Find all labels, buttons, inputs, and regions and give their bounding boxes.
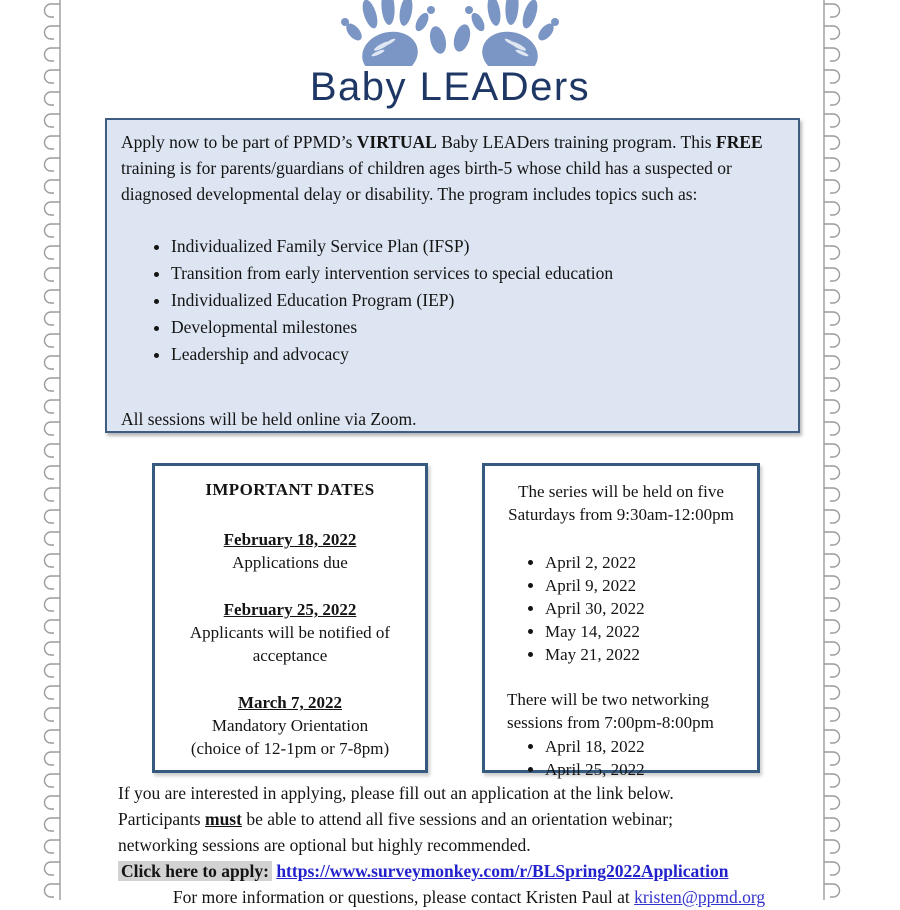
list-item: • Individualized Family Service Plan (IFSP) bbox=[171, 233, 784, 259]
list-item: • April 2, 2022 bbox=[545, 551, 757, 574]
date-entry bbox=[155, 691, 425, 760]
series-schedule-box bbox=[482, 463, 760, 779]
important-dates-title: IMPORTANT DATES bbox=[205, 480, 375, 499]
contact-email-link[interactable]: kristen@ppmd.org bbox=[634, 887, 766, 907]
date-description: Applications due bbox=[232, 553, 348, 572]
topics-list bbox=[121, 233, 784, 367]
date-entry bbox=[155, 528, 425, 574]
list-item: • Leadership and advocacy bbox=[171, 341, 784, 367]
page-title: Baby LEADers bbox=[309, 65, 591, 109]
decorative-border-right-icon bbox=[822, 0, 844, 900]
list-item: • Developmental milestones bbox=[171, 314, 784, 340]
zoom-note: All sessions will be held online via Zoom. bbox=[121, 409, 417, 429]
decorative-border-left-icon bbox=[40, 0, 62, 900]
free-emphasis: FREE bbox=[716, 132, 763, 152]
must-emphasis: must bbox=[205, 809, 242, 829]
list-item: • April 30, 2022 bbox=[545, 597, 757, 620]
contact-line: For more information or questions, please contact Kristen Paul at kristen@ppmd.org bbox=[172, 887, 766, 907]
logo bbox=[0, 0, 900, 107]
date-description: Mandatory Orientation bbox=[211, 716, 369, 735]
list-item: • May 14, 2022 bbox=[545, 620, 757, 643]
date-description: (choice of 12-1pm or 7-8pm) bbox=[190, 739, 390, 758]
important-dates-box bbox=[152, 463, 428, 773]
attendance-requirements: Participants must be able to attend all five sessions and an orientation webinar; networking sessions are optional but highly recommended. bbox=[118, 809, 674, 855]
apply-instructions: If you are interested in applying, please fill out an application at the link below. bbox=[118, 783, 674, 803]
date-entry bbox=[155, 598, 425, 667]
list-item: • April 18, 2022 bbox=[545, 735, 757, 758]
footer-section bbox=[118, 780, 820, 910]
date-description: Applicants will be notified of bbox=[189, 623, 391, 642]
date-heading: March 7, 2022 bbox=[237, 693, 343, 712]
list-item: • Individualized Education Program (IEP) bbox=[171, 287, 784, 313]
virtual-emphasis: VIRTUAL bbox=[356, 132, 437, 152]
program-intro-box bbox=[105, 118, 800, 433]
networking-intro: There will be two networking sessions from 7:00pm-8:00pm bbox=[507, 690, 714, 732]
application-link[interactable]: https://www.surveymonkey.com/r/BLSpring2022Application bbox=[276, 861, 729, 881]
apply-label: Click here to apply: bbox=[118, 861, 272, 881]
list-item: • Transition from early intervention services to special education bbox=[171, 260, 784, 286]
list-item: • April 9, 2022 bbox=[545, 574, 757, 597]
series-dates-list bbox=[485, 551, 757, 666]
list-item: • April 25, 2022 bbox=[545, 758, 757, 781]
program-intro-text: Apply now to be part of PPMD’s VIRTUAL Baby LEADers training program. This FREE training is for parents/guardians of children ages birth-5 whose child has a suspected or diagnosed developmental delay or disability. The program includes topics such as: bbox=[121, 132, 763, 204]
date-heading: February 25, 2022 bbox=[223, 600, 357, 619]
networking-dates-list bbox=[485, 735, 757, 781]
date-description: acceptance bbox=[252, 646, 328, 665]
series-intro: The series will be held on five Saturdays from 9:30am-12:00pm bbox=[508, 482, 734, 524]
date-heading: February 18, 2022 bbox=[223, 530, 357, 549]
baby-handprints-icon bbox=[320, 0, 580, 66]
list-item: • May 21, 2022 bbox=[545, 643, 757, 666]
apply-line bbox=[118, 858, 820, 884]
